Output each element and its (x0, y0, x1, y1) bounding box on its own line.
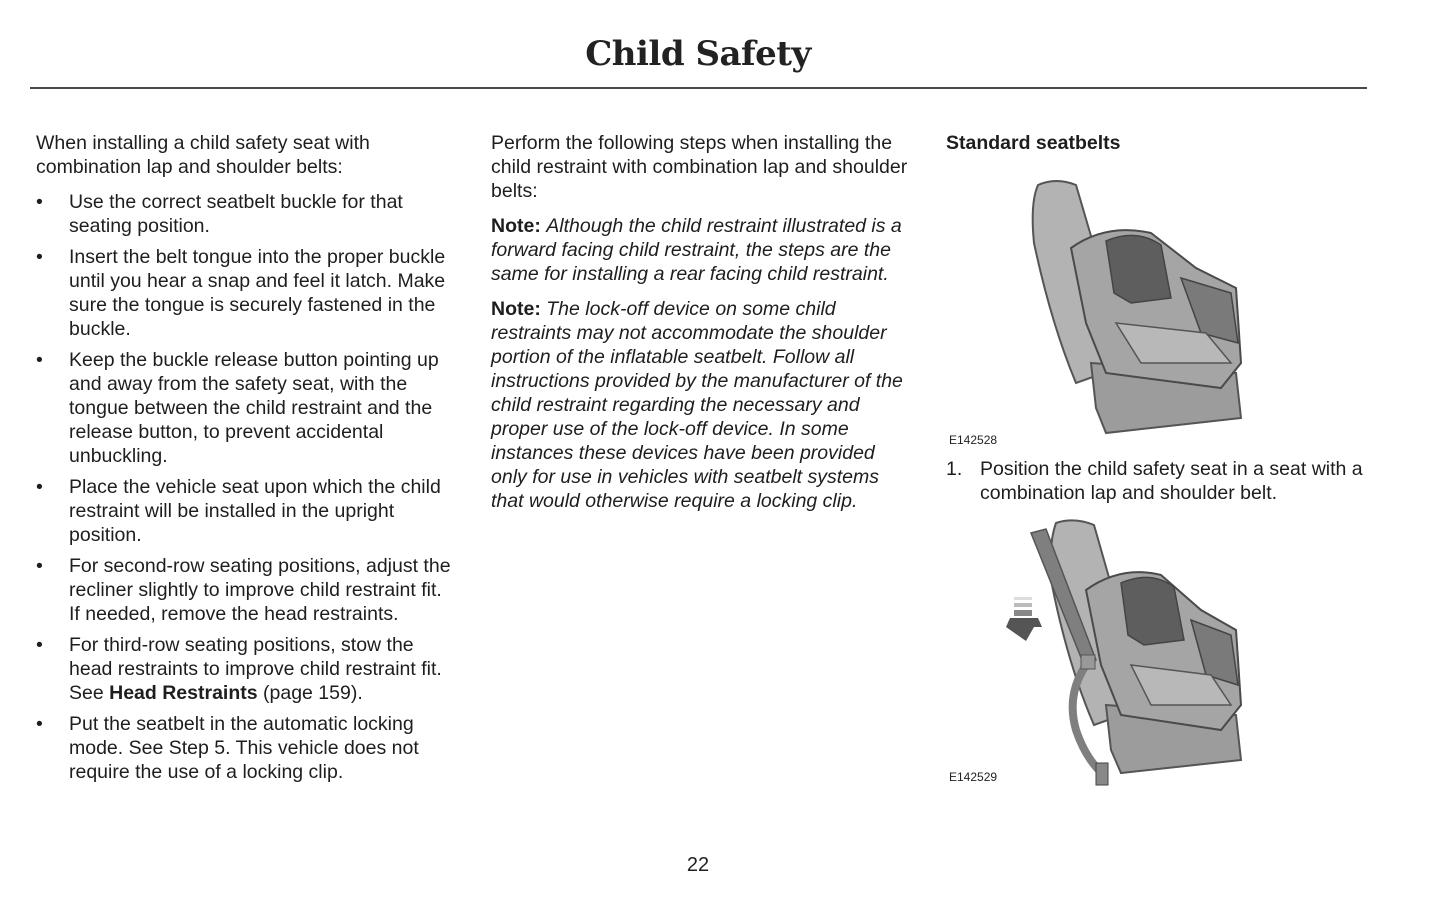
step-text: Position the child safety seat in a seat with a combination lap and shoulder belt. (980, 458, 1363, 504)
step-item (946, 457, 1376, 505)
list-item: • Keep the buckle release button pointing up and away from the safety seat, with the tongue between the child restraint and the release button, to prevent accidental unbuckling. (36, 349, 439, 467)
column-1 (36, 131, 456, 791)
note-text: Although the child restraint illustrated is a forward facing child restraint, the steps are the same for installing a rear facing child restraint. (491, 215, 902, 285)
bullet-icon: • (36, 191, 43, 213)
child-seat-belt-illustration-icon (946, 515, 1276, 795)
column-3 (946, 131, 1376, 795)
bullet-icon: • (36, 246, 43, 268)
bullet-icon: • (36, 476, 43, 498)
note (491, 297, 911, 513)
list-item: • Place the vehicle seat upon which the child restraint will be installed in the upright position. (36, 476, 441, 546)
intro-text: Perform the following steps when installing the child restraint with combination lap and shoulder belts: (491, 132, 908, 202)
figure-id: E142528 (949, 433, 998, 447)
child-seat-illustration-icon (946, 173, 1276, 443)
step-number: 1. (946, 458, 963, 480)
column-2 (491, 131, 911, 524)
page-title: Child Safety (585, 34, 811, 74)
section-heading: Standard seatbelts (946, 132, 1121, 154)
note-label: Note: (491, 215, 541, 237)
list-item: • Use the correct seatbelt buckle for that seating position. (36, 191, 403, 237)
figure-child-seat (946, 173, 1276, 447)
note-label: Note: (491, 298, 541, 320)
list-item: • Insert the belt tongue into the proper buckle until you hear a snap and feel it latch. Make sure the tongue is securely fastened in the buckle. (36, 246, 446, 340)
head-restraints-link[interactable]: Head Restraints (109, 682, 258, 704)
figure-child-seat-belt (946, 515, 1276, 795)
bullet-icon: • (36, 713, 43, 735)
figure-id: E142529 (949, 770, 998, 784)
intro-text: When installing a child safety seat with combination lap and shoulder belts: (36, 132, 370, 178)
bullet-icon: • (36, 555, 43, 577)
header-divider (30, 87, 1367, 89)
bullet-icon: • (36, 634, 43, 656)
page-number: 22 (686, 854, 710, 876)
instruction-list (36, 190, 456, 784)
list-item: • For third-row seating positions, stow the head restraints to improve child restraint fit. See Head Restraints (page 159). (36, 634, 442, 704)
note-text: The lock-off device on some child restraints may not accommodate the shoulder portion of the inflatable seatbelt. Follow all instructions provided by the manufacturer of the child restraint regarding the necessary and proper use of the lock-off device. In some instances these devices have been provided only for use in vehicles with seatbelt systems that would otherwise require a locking clip. (491, 298, 903, 512)
note (491, 214, 911, 286)
list-item: • Put the seatbelt in the automatic locking mode. See Step 5. This vehicle does not require the use of a locking clip. (36, 713, 419, 783)
bullet-icon: • (36, 349, 43, 371)
list-item: • For second-row seating positions, adjust the recliner slightly to improve child restraint fit. If needed, remove the head restraints. (36, 555, 451, 625)
